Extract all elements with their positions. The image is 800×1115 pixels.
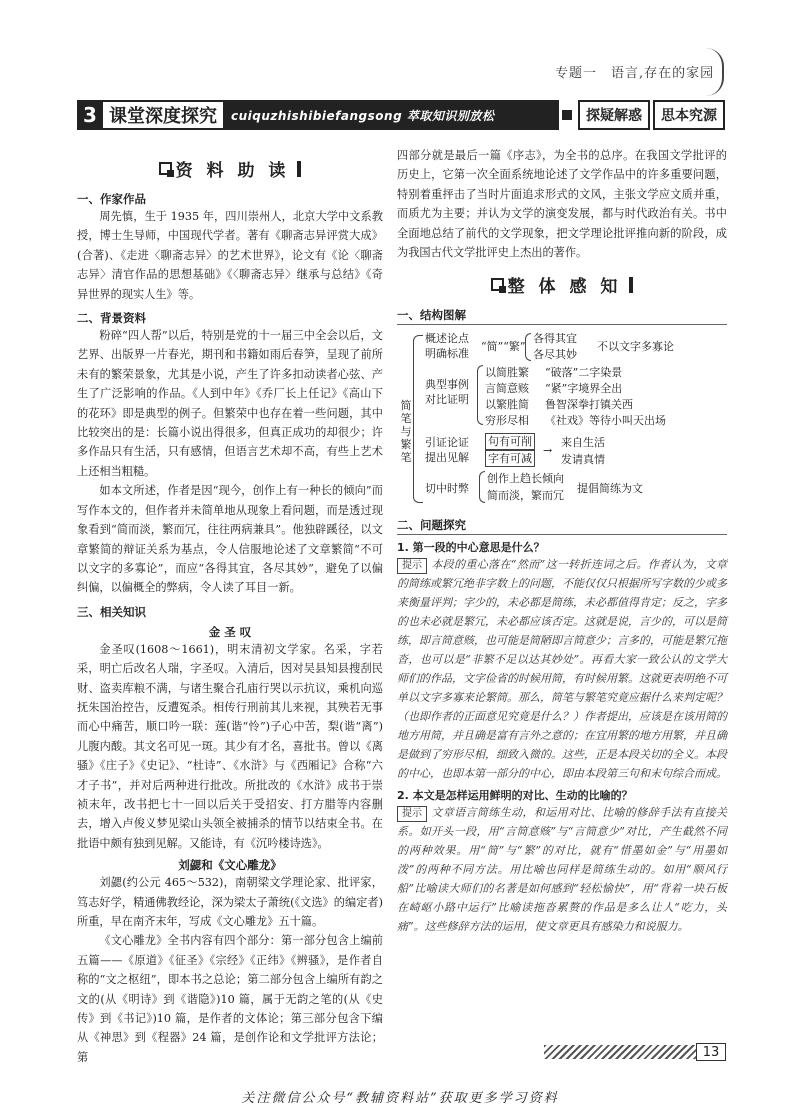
section-banner [77,100,725,130]
subheading-jin-shengtan: 金 圣 叹 [208,624,252,639]
page-number-bar [544,1043,726,1061]
section-bar-icon [297,161,301,177]
banner-square-icon [562,110,572,120]
diagram-f1: 创作上趋长倾向 [487,472,564,486]
heading-structure: 一、结构图解 [397,307,727,325]
diagram-gede: 各得其宜 [533,332,577,346]
heading-author-works: 一、作家作品 [77,192,146,206]
diagram-brace-2 [477,365,483,425]
banner-title: 课堂深度探究 [103,100,223,130]
running-title: 专题一 语言,存在的家园 [555,66,715,81]
section-icon [159,162,172,175]
diagram-e2: 发请真情 [561,453,605,467]
section-title-overview [397,272,727,297]
paragraph-jin-shengtan: 金圣叹(1608～1661)，明末清初文学家。名采，字若采，明亡后改名人瑞，字圣叹。入清后，因对吴县知县搜刮民财、盗卖库粮不满，与诸生聚合孔庙行哭以示抗议，乘机向巡抚朱国治控告，反遭冤杀。相传行刑前其儿来视，其殃若无事而心中痛苦，顺口吟一联：莲(谐“怜”)子心中苦，梨(谐“离”)儿腹内酸。其文名可见一斑。其少有才名，喜批书。曾以《离骚》《庄子》《史记》、“杜诗”、《水浒》与《西厢记》合称“六才子书”，并对后两种进行批改。所批改的《水浒》成书于崇祯末年，改书把七十一回以后关于受招安、打方腊等内容删去，增入卢俊义梦见梁山头领全被捕杀的情节以结束全书。在批语中颇有独到见解。又能诗，有《沉吟楼诗选》。 [77,642,383,850]
diagram-c2: 字有可减 [485,450,535,467]
section-title-text: 资 料 助 读 [175,161,290,181]
diagram-a3: 以繁胜简 [485,398,529,412]
answer-1-text: 本段的重心落在“然而”这一转折连词之后。作者认为，文章的简练或繁冗绝非字数上的问题，不能仅仅只根据所写字数的少或多来衡量评判；字少的，未必都是简练，未必都值得肯定；反之，字多的也未必就是繁冗，未必都应该否定。这就是说，言少的，可以是简练，即言简意赅，也可能是简陋即言简意少；言多的，可能是繁冗拖沓，也可以是“非繁不足以达其妙处”。再看大家一致公认的文学大师们的作品，文字俭省的时候用简，有时候用繁。这就更表明绝不可单以文字多寡来论繁简。那么，简笔与繁笔究竟应据什么来判定呢？（也即作者的正面意见究竟是什么？）作者提出，应该是在该用简的地方用简，并且确是富有言外之意的；在宜用繁的地方用繁，并且确是做到了穷形尽相，细致入微的。这些，正是本段关切的全义。本段的中心，也即本第一部分的中心，即由本段第三句和末句综合而成。 [397,558,727,781]
diagram-a1: 以简胜繁 [485,366,529,380]
heading-questions: 二、问题探究 [397,517,727,535]
header-bracket-decoration [706,48,724,96]
footer-note: 关注微信公众号“教辅资料站”获取更多学习资料 [241,1091,559,1106]
diagram-g2: 典型事例对比证明 [425,378,469,407]
diagram-arrow-1: → [543,444,553,458]
answer-2-text: 文章语言简练生动，和运用对比、比喻的修辞手法有直接关系。如开头一段，用“言简意赅”与“言简意少”对比，产生截然不同的两种效果。用“简”与“繁”的对比，就有“惜墨如金”与“用墨如泼”的两种不同方法。用比喻也同样是简练生动的。如用“顺风行船”比喻读大师们的名著是如何感到“轻松愉快”，用“背着一块石板在崎岖小路中运行”比喻读拖沓累赘的作品是多么让人“吃力，头痛”。这些修辞方法的运用，使文章更具有感染力和说服力。 [397,806,727,934]
diagram-g3: 引证论证提出见解 [425,436,469,465]
diagram-c1: 句有可削 [485,433,535,450]
section-title-text: 整 体 感 知 [507,277,622,298]
diagram-root-brace [413,335,423,503]
diagram-f2: 简而淡，繁而冗 [487,489,564,503]
diagram-root: 简笔与繁笔 [400,399,412,465]
diagram-gejin: 各尽其妙 [533,348,577,362]
diagram-a4: 穷形尽相 [485,414,529,428]
diagram-a2: 言简意赅 [485,382,529,396]
banner-subtitle: cuiquzhishibiefangsong 萃取知识别放松 [223,100,559,130]
paragraph-author: 周先慎，生于 1935 年，四川崇州人，北京大学中文系教授，博士生导师，中国现代学者。著有《聊斋志异评赏大成》(合著)、《走进〈聊斋志异〉的艺术世界》，论文有《论〈聊斋志异〉清官作品的思想基础》《〈聊斋志异〉继承与总结》《奇异世界的现实人生》等。 [77,210,383,301]
paragraph-liu-xie-1: 刘勰(约公元 465～532)，南朝梁文学理论家、批评家，笃志好学，精通佛教经论，深为梁太子萧统(《文选》的编定者)所重，早在南齐末年，写成《文心雕龙》五十篇。 [77,876,383,928]
diagram-b4: 《社戏》等待小叫天出场 [545,414,666,428]
banner-tag-1: 探疑解惑 [578,100,650,130]
banner-tag-2: 思本究源 [653,100,725,130]
diagram-b3: 鲁智深拳打镇关西 [545,398,633,412]
paragraph-continued: 四部分就是最后一篇《序志》，为全书的总序。在我国文学批评的历史上，它第一次全面系统地论述了文学作品中的许多重要问题，特别着重抨击了当时片面追求形式的文风，主张文学应文质并重，而质尤为主要；并认为文学的演变发展，都与时代政治有关。书中全面地总结了前代的文学现象，把文学理论批评推向新的阶段，成为我国古代文学批评史上杰出的著作。 [397,149,727,260]
diagram-b2: “紧”字境界全出 [545,382,623,396]
section-icon [491,278,504,291]
diagram-b1: “破落”二字染景 [545,366,623,380]
hint-label: 提示 [397,806,427,822]
diagram-buyi: 不以文字多寡论 [597,340,674,354]
paragraph-background-1: 粉碎“四人帮”以后，特别是党的十一届三中全会以后，文艺界、出版界一片春光，期刊和书籍如雨后春笋，呈现了前所未有的繁荣景象，尤其是小说，产生了许多扣动读者心弦、产生了广泛影响的作品。《人到中年》《乔厂长上任记》《高山下的花环》即是典型的例子。但繁荣中也存在着一些问题，其中比较突出的是：长篇小说出得很多，但真正成功的却很少；许多作品只有生活，只有感情，但语言艺术却不高，有些上艺术上还相当粗糙。 [77,329,383,478]
banner-number: 3 [77,100,103,130]
right-column [397,146,727,936]
answer-2 [397,803,727,936]
hint-label: 提示 [397,558,427,574]
subheading-liu-xie: 刘勰和《文心雕龙》 [178,858,282,873]
diagram-jian-fan: “简”“繁” [481,340,526,354]
structure-diagram [397,329,727,511]
diagram-g4: 切中时弊 [425,482,469,496]
left-column [77,146,383,1067]
question-2: 2. 本文是怎样运用鲜明的对比、生动的比喻的？ [397,789,633,803]
diagram-brace-1 [525,333,531,361]
section-bar-icon [629,277,633,293]
diagram-f3: 提倡简练为文 [577,482,643,496]
heading-related-knowledge: 三、相关知识 [77,604,146,619]
page-number: 13 [696,1043,726,1061]
section-title-materials [77,156,383,181]
heading-background: 二、背景资料 [77,311,146,326]
answer-1 [397,555,727,783]
diagram-g1: 概述论点明确标准 [425,332,469,361]
diagram-brace-4 [479,471,485,503]
paragraph-liu-xie-2: 《文心雕龙》全书内容有四个部分：第一部分包含上编前五篇——《原道》《征圣》《宗经》《正纬》《辨骚》，是作者自称的“文之枢纽”，即本书之总论；第二部分包含上编所有韵之文的(从《明诗》到《谐隐》)10 篇，属于无韵之笔的(从《史传》到《书记》)10 篇，是作者的文体论；第三部分包含下编从《神思》到《程器》24 篇，是创作论和文学批评方法论；第 [77,934,383,1064]
page-stripes-decoration [544,1045,696,1059]
paragraph-background-2: 如本文所述，作者是因“现今，创作上有一种长的倾向”而写作本文的，但作者并未简单地从现象上看问题，而是透过现象看到“简而淡，繁而冗，往往两病兼具”。他独辟蹊径，以文章繁简的辩证关系为基点，令人信服地论述了文章繁简“不可以文字的多寡论”，而应“各得其宜，各尽其妙”，避免了以偏纠偏，以偏概全的弊病，令人读了耳目一新。 [77,484,383,595]
diagram-e1: 来自生活 [561,436,605,450]
question-1: 1. 第一段的中心意思是什么？ [397,541,545,555]
